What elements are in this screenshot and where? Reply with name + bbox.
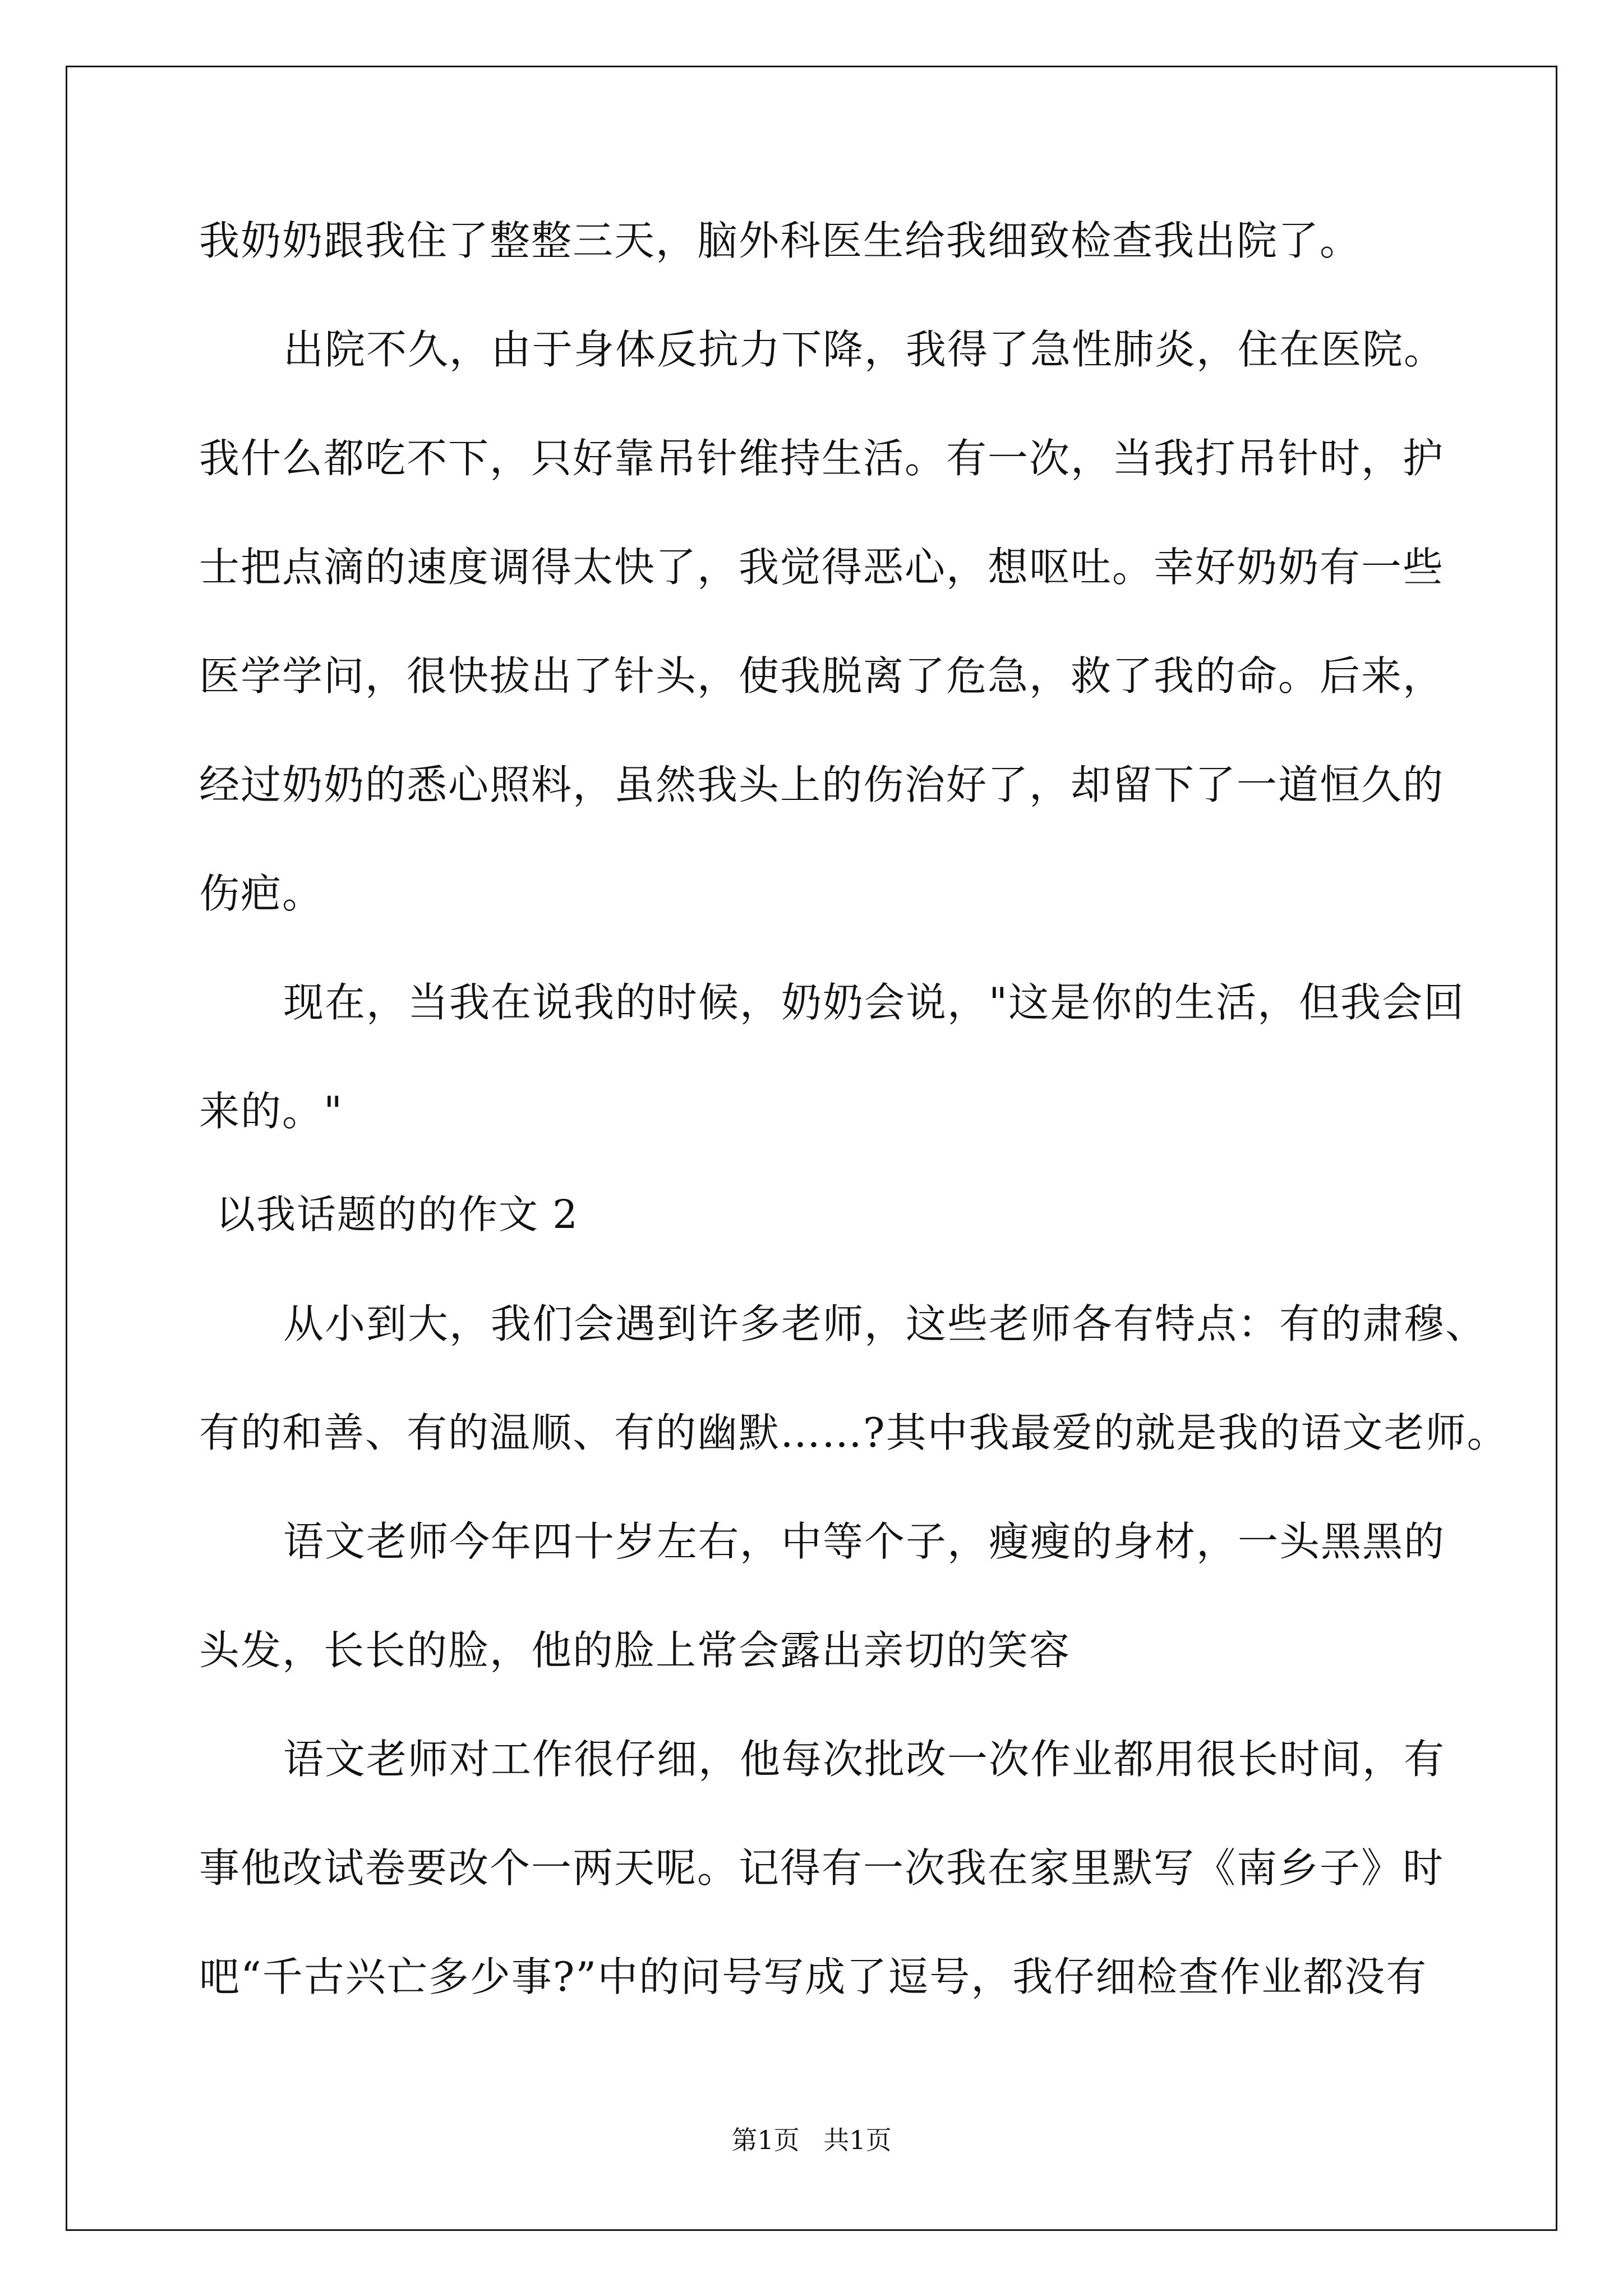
text-line-1: 我奶奶跟我住了整整三天，脑外科医生给我细致检查我出院了。	[199, 217, 1362, 264]
text-line-15: 语文老师对工作很仔细，他每次批改一次作业都用很长时间，有	[283, 1736, 1446, 1783]
section-heading: 以我话题的的作文 2	[216, 1191, 579, 1237]
text-line-11: 从小到大，我们会遇到许多老师，这些老师各有特点：有的肃穆、	[283, 1300, 1487, 1347]
text-line-5: 医学学问，很快拔出了针头，使我脱离了危急，救了我的命。后来，	[199, 652, 1445, 700]
text-line-9: 来的。"	[199, 1088, 344, 1135]
text-line-12: 有的和善、有的温顺、有的幽默……?其中我最爱的就是我的语文老师。	[199, 1409, 1509, 1456]
text-line-16: 事他改试卷要改个一两天呢。记得有一次我在家里默写《南乡子》时	[199, 1844, 1445, 1892]
text-line-13: 语文老师今年四十岁左右，中等个子，瘦瘦的身材，一头黑黑的	[283, 1518, 1446, 1565]
page-footer	[0, 2123, 1623, 2157]
page-number: 第1页	[731, 2125, 800, 2155]
page-border	[66, 66, 1557, 2231]
text-line-6: 经过奶奶的悉心照料，虽然我头上的伤治好了，却留下了一道恒久的	[199, 761, 1445, 808]
text-line-3: 我什么都吃不下，只好靠吊针维持生活。有一次，当我打吊针时，护	[199, 435, 1445, 482]
text-line-17: 吧“千古兴亡多少事?”中的问号写成了逗号，我仔细检查作业都没有	[199, 1953, 1428, 2000]
text-line-8: 现在，当我在说我的时候，奶奶会说，"这是你的生活，但我会回	[283, 979, 1465, 1026]
text-line-7: 伤疤。	[199, 870, 324, 917]
page-total: 共1页	[823, 2125, 892, 2155]
text-line-2: 出院不久，由于身体反抗力下降，我得了急性肺炎，住在医院。	[283, 326, 1446, 373]
text-line-4: 士把点滴的速度调得太快了，我觉得恶心，想呕吐。幸好奶奶有一些	[199, 544, 1445, 591]
text-line-14: 头发，长长的脸，他的脸上常会露出亲切的笑容	[199, 1627, 1071, 1674]
